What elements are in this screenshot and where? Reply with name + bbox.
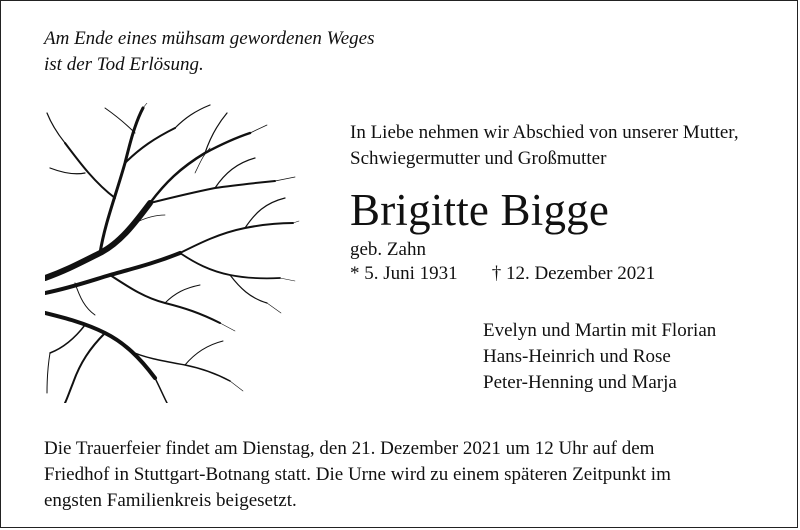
family-member-line: Evelyn und Martin mit Florian [483, 320, 717, 341]
ceremony-info [44, 436, 764, 514]
ceremony-line-1: Die Trauerfeier findet am Dienstag, den 21. Dezember 2021 um 12 Uhr auf dem [44, 438, 655, 459]
ceremony-line-2: Friedhof in Stuttgart-Botnang statt. Die Urne wird zu einem späteren Zeitpunkt im [44, 464, 671, 485]
ceremony-line-3: engsten Familienkreis beigesetzt. [44, 490, 297, 511]
family-member-line: Hans-Heinrich und Rose [483, 346, 671, 367]
life-dates [350, 262, 655, 286]
birth-date: * 5. Juni 1931 [350, 263, 458, 284]
motto-line-2: ist der Tod Erlösung. [44, 54, 204, 75]
motto-line-1: Am Ende eines mühsam gewordenen Weges [44, 28, 375, 49]
tree-branches-image [45, 103, 300, 403]
intro-text [350, 120, 739, 172]
family-list [483, 318, 716, 396]
motto [44, 26, 375, 78]
death-date: † 12. Dezember 2021 [491, 263, 656, 284]
intro-line-2: Schwiegermutter und Großmutter [350, 148, 607, 169]
family-member-line: Peter-Henning und Marja [483, 372, 677, 393]
maiden-name: geb. Zahn [350, 239, 426, 260]
deceased-name: Brigitte Bigge [350, 185, 610, 235]
intro-line-1: In Liebe nehmen wir Abschied von unserer Mutter, [350, 122, 739, 143]
